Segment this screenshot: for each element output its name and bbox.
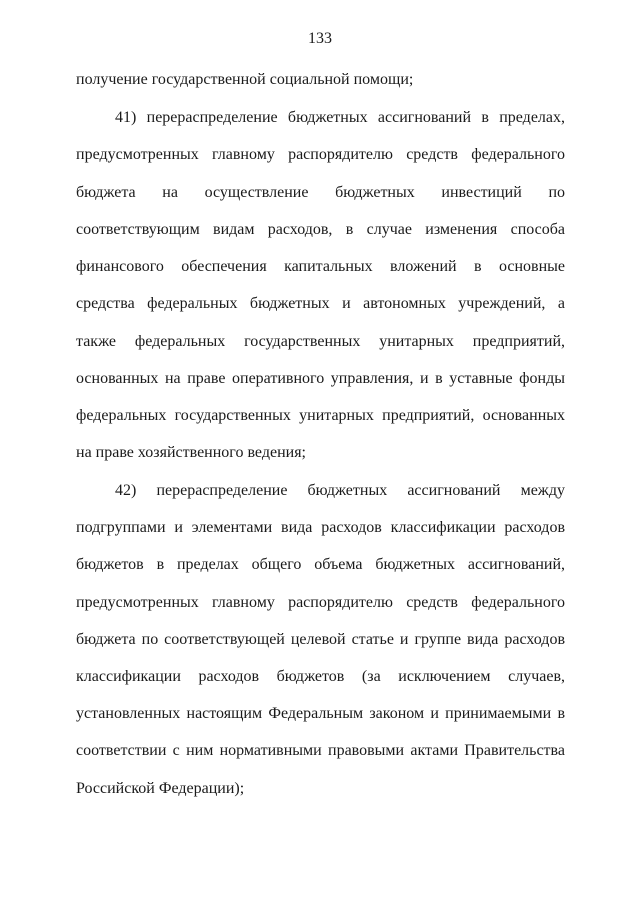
text-line: классификации расходов бюджетов (за исключением случаев, xyxy=(76,668,565,685)
text-line: бюджетов в пределах общего объема бюджетных ассигнований, xyxy=(76,556,565,573)
text-line: федеральных государственных унитарных предприятий, основанных xyxy=(76,407,565,424)
text-line: бюджета по соответствующей целевой статье и группе вида расходов xyxy=(76,631,565,648)
text-line: финансового обеспечения капитальных вложений в основные xyxy=(76,258,565,275)
text-line: Российской Федерации); xyxy=(76,780,245,797)
text-line: основанных на праве оперативного управления, и в уставные фонды xyxy=(76,370,565,387)
text-line: бюджета на осуществление бюджетных инвестиций по xyxy=(76,184,565,201)
page-number: 133 xyxy=(308,30,332,47)
text-line: соответствующим видам расходов, в случае изменения способа xyxy=(76,221,565,238)
paragraph-41-start: 41) перераспределение бюджетных ассигнований в пределах, xyxy=(115,109,565,126)
text-line: подгруппами и элементами вида расходов классификации расходов xyxy=(76,519,565,536)
text-line: средства федеральных бюджетных и автономных учреждений, а xyxy=(76,295,565,312)
text-line: предусмотренных главному распорядителю средств федерального xyxy=(76,146,565,163)
text-line: предусмотренных главному распорядителю средств федерального xyxy=(76,594,565,611)
text-line: получение государственной социальной помощи; xyxy=(76,71,414,88)
text-line: установленных настоящим Федеральным законом и принимаемыми в xyxy=(76,705,565,722)
text-line: соответствии с ним нормативными правовыми актами Правительства xyxy=(76,742,565,759)
paragraph-42-start: 42) перераспределение бюджетных ассигнований между xyxy=(115,482,565,499)
text-line: на праве хозяйственного ведения; xyxy=(76,444,306,461)
text-line: также федеральных государственных унитарных предприятий, xyxy=(76,333,565,350)
